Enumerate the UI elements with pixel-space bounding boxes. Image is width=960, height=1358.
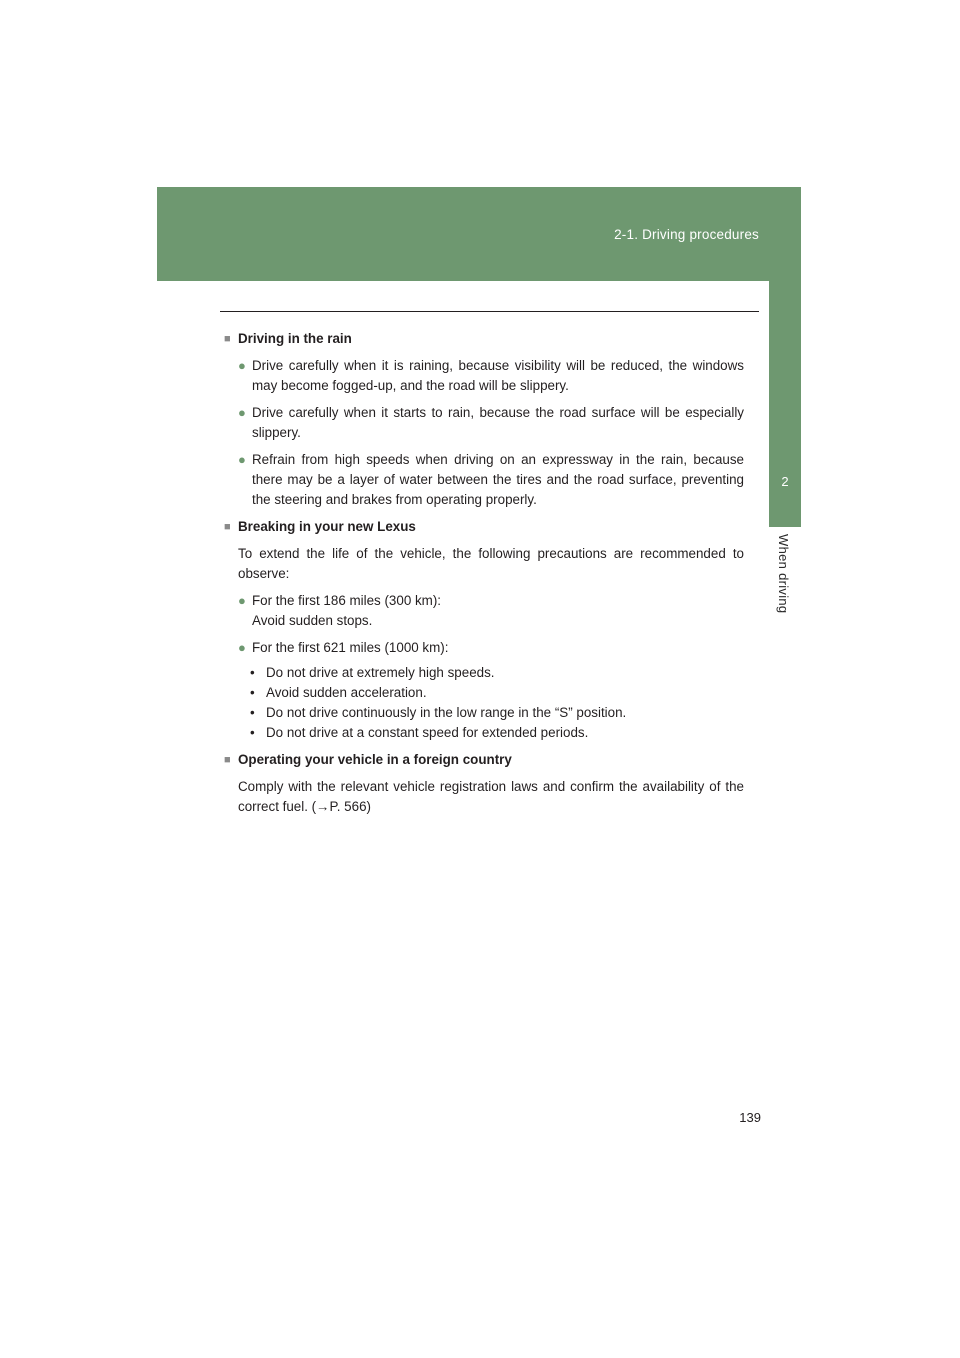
sub-list-text: Avoid sudden acceleration. — [266, 685, 427, 700]
heading-text: Driving in the rain — [238, 331, 352, 346]
square-bullet-icon: ■ — [224, 333, 231, 345]
list-item — [238, 638, 744, 658]
list-item-text: Drive carefully when it starts to rain, because the road surface will be especially slippery. — [252, 405, 744, 440]
list-item — [238, 450, 744, 510]
circle-bullet-icon: ● — [238, 452, 246, 467]
list-item-text — [252, 591, 441, 631]
square-bullet-icon: ■ — [224, 521, 231, 533]
chapter-tab — [769, 281, 801, 527]
list-item-title: For the first 186 miles (300 km): — [252, 593, 442, 608]
dot-bullet-icon: • — [250, 705, 255, 720]
dot-bullet-icon: • — [250, 665, 255, 680]
circle-bullet-icon: ● — [238, 358, 246, 373]
main-content — [224, 329, 744, 824]
top-divider — [220, 311, 759, 312]
list-item — [238, 356, 744, 396]
sub-list-item — [250, 723, 744, 743]
heading-text: Operating your vehicle in a foreign country — [238, 752, 512, 767]
sub-list-text: Do not drive at extremely high speeds. — [266, 665, 495, 680]
sub-list-text: Do not drive continuously in the low range in the “S” position. — [266, 705, 627, 720]
heading-text: Breaking in your new Lexus — [238, 519, 416, 534]
chapter-label: When driving — [776, 534, 791, 614]
square-bullet-icon: ■ — [224, 754, 231, 766]
foreign-paragraph: Comply with the relevant vehicle registration laws and confirm the availability of the correct fuel. (→P. 566) — [238, 779, 744, 814]
list-item-title: For the first 621 miles (1000 km): — [252, 640, 449, 655]
section-heading-breaking — [224, 517, 744, 537]
intro-paragraph: To extend the life of the vehicle, the following precautions are recommended to observe: — [238, 546, 744, 581]
list-item — [238, 591, 744, 631]
list-item-text: Refrain from high speeds when driving on an expressway in the rain, because there may be a layer of water between the tires and the road surface, preventing the steering and brakes from operating properly. — [252, 452, 744, 507]
page-number: 139 — [739, 1110, 761, 1125]
sub-list — [224, 663, 744, 743]
list-item — [238, 403, 744, 443]
circle-bullet-icon: ● — [238, 593, 246, 608]
section-title: 2-1. Driving procedures — [614, 227, 759, 242]
sub-list-item — [250, 703, 744, 723]
dot-bullet-icon: • — [250, 725, 255, 740]
sub-list-item — [250, 683, 744, 703]
header-band — [157, 187, 801, 281]
list-item-text: Drive carefully when it is raining, because visibility will be reduced, the windows may become fogged-up, and the road will be slippery. — [252, 358, 744, 393]
chapter-number: 2 — [781, 474, 789, 489]
list-item-detail: Avoid sudden stops. — [252, 613, 373, 628]
circle-bullet-icon: ● — [238, 405, 246, 420]
section-heading-rain — [224, 329, 744, 349]
dot-bullet-icon: • — [250, 685, 255, 700]
sub-list-text: Do not drive at a constant speed for extended periods. — [266, 725, 589, 740]
circle-bullet-icon: ● — [238, 640, 246, 655]
sub-list-item — [250, 663, 744, 683]
section-heading-foreign — [224, 750, 744, 770]
